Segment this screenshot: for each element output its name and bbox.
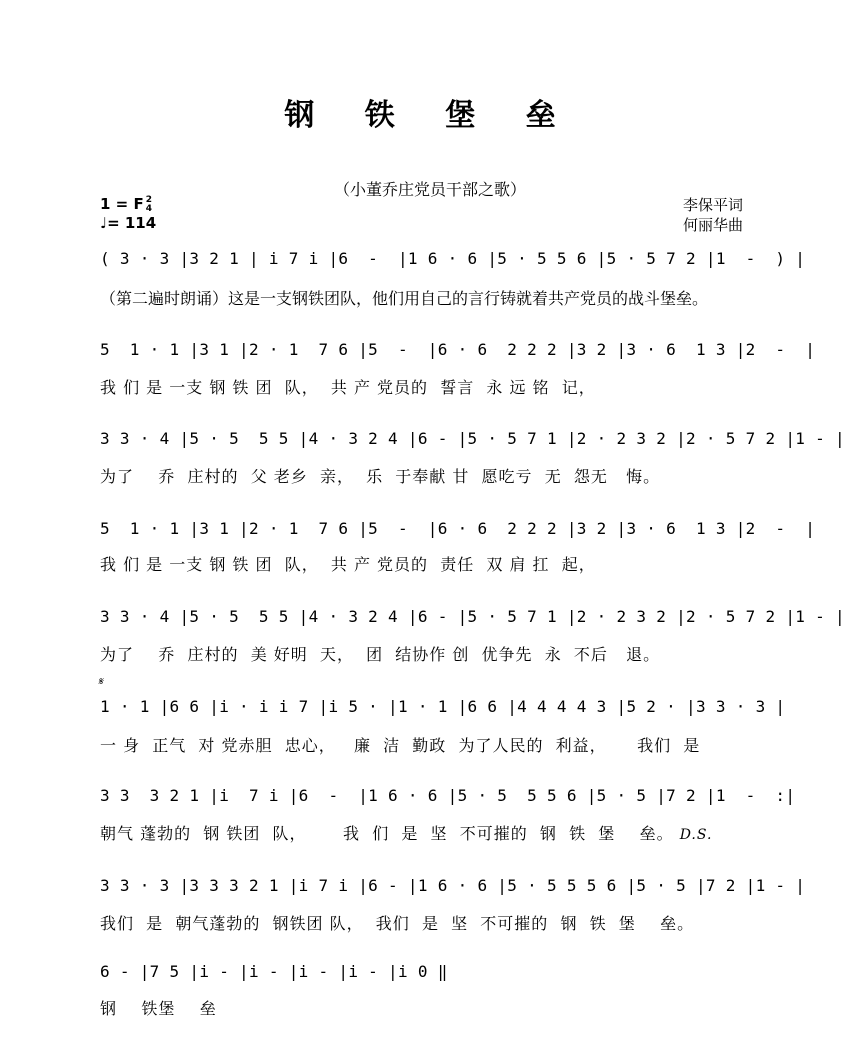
lyrics-line-6 <box>100 821 712 844</box>
key-label: 1 = F <box>100 195 144 213</box>
lyrics-line-8: 钢 铁堡 垒 <box>100 999 217 1018</box>
notes-line-4: 3 3 · 4 |5 · 5 5 5 |4 · 3 2 4 |6 - |5 · 5 7 1 |2 · 2 3 2 |2 · 5 7 2 |1 - | <box>100 607 845 626</box>
intro-notes: ( 3 · 3 |3 2 1 | i 7 i |6 - |1 6 · 6 |5 · 5 5 6 |5 · 5 7 2 |1 - ) | <box>100 249 806 268</box>
notes-line-6: 3 3 3 2 1 |i 7 i |6 - |1 6 · 6 |5 · 5 5 5 6 |5 · 5 |7 2 |1 - :| <box>100 786 796 805</box>
notes-line-7: 3 3 · 3 |3 3 3 2 1 |i 7 i |6 - |1 6 · 6 |5 · 5 5 5 6 |5 · 5 |7 2 |1 - | <box>100 876 806 895</box>
key-signature <box>100 195 156 214</box>
lyrics-line-6-text: 朝气 蓬勃的 钢 铁团 队， 我 们 是 坚 不可摧的 钢 铁 堡 垒。 <box>100 824 674 843</box>
recitation-text: （第二遍时朗诵）这是一支钢铁团队，他们用自己的言行铸就着共产党员的战斗堡垒。 <box>100 289 709 308</box>
key-tempo-block <box>100 195 156 233</box>
notes-line-1: 5 1 · 1 |3 1 |2 · 1 7 6 |5 - |6 · 6 2 2 2 |3 2 |3 · 6 1 3 |2 - | <box>100 340 816 359</box>
dal-segno-marking: D.S. <box>679 827 713 843</box>
song-subtitle: （小董乔庄党员干部之歌） <box>333 180 526 199</box>
lyrics-line-3: 我 们 是 一支 钢 铁 团 队， 共 产 党员的 责任 双 肩 扛 起， <box>100 555 596 574</box>
segno-sign: 𝄋 <box>98 675 103 688</box>
lyricist: 李保平词 <box>683 196 744 214</box>
composer: 何丽华曲 <box>683 216 744 234</box>
time-signature <box>146 196 152 214</box>
notes-line-3: 5 1 · 1 |3 1 |2 · 1 7 6 |5 - |6 · 6 2 2 2 |3 2 |3 · 6 1 3 |2 - | <box>100 519 816 538</box>
tempo-marking: ♩= 114 <box>100 214 157 232</box>
lyrics-line-1: 我 们 是 一支 钢 铁 团 队， 共 产 党员的 誓言 永 远 铭 记， <box>100 378 596 397</box>
time-bottom: 4 <box>145 203 152 214</box>
time-top: 2 <box>145 194 152 205</box>
notes-line-2: 3 3 · 4 |5 · 5 5 5 |4 · 3 2 4 |6 - |5 · 5 7 1 |2 · 2 3 2 |2 · 5 7 2 |1 - | <box>100 429 845 448</box>
song-title: 钢 铁 堡 垒 <box>284 98 576 133</box>
credits <box>683 195 743 235</box>
lyrics-line-7: 我们 是 朝气蓬勃的 钢铁团 队， 我们 是 坚 不可摧的 钢 铁 堡 垒。 <box>100 914 695 933</box>
notes-line-5: 1 · 1 |6 6 |i · i i 7 |i 5 · |1 · 1 |6 6 |4 4 4 4 3 |5 2 · |3 3 · 3 | <box>100 697 786 716</box>
lyrics-line-2: 为了 乔 庄村的 父 老乡 亲， 乐 于奉献 甘 愿吃亏 无 怨无 悔。 <box>100 467 661 486</box>
lyrics-line-5: 一 身 正气 对 党赤胆 忠心， 廉 洁 勤政 为了人民的 利益， 我们 是 <box>100 736 701 755</box>
lyrics-line-4: 为了 乔 庄村的 美 好明 天， 团 结协作 创 优争先 永 不后 退。 <box>100 645 661 664</box>
notes-line-8: 6 - |7 5 |i - |i - |i - |i - |i 0 ‖ <box>100 962 448 981</box>
